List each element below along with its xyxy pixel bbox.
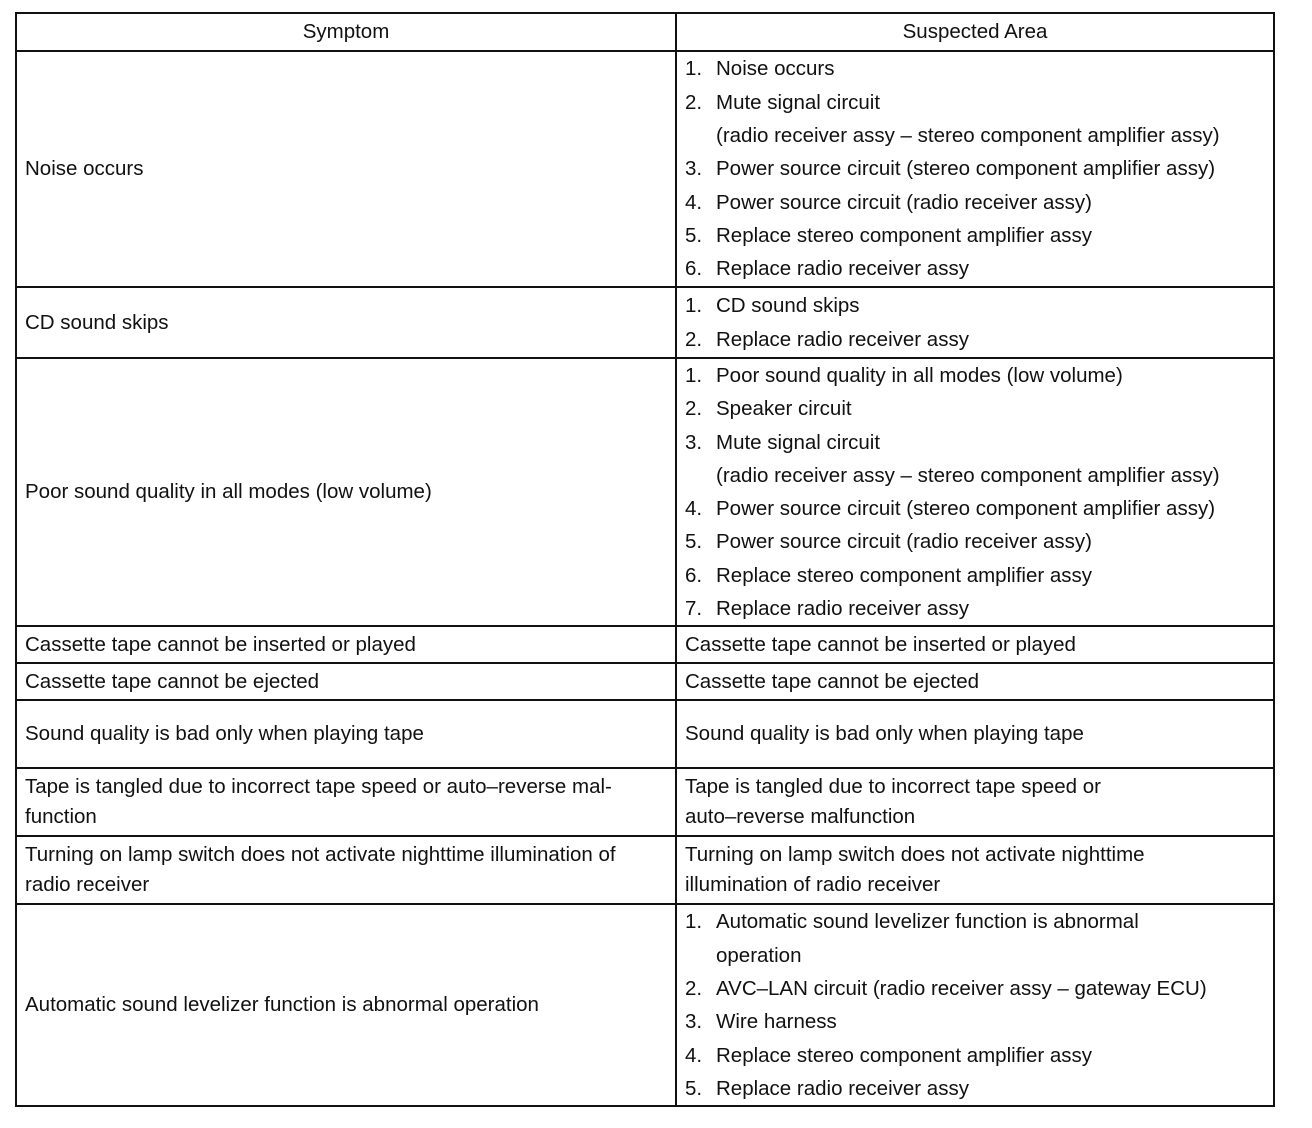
suspected-area-list (685, 359, 1265, 625)
table-row (16, 626, 1274, 663)
list-item (685, 1072, 1265, 1105)
header-row (16, 13, 1274, 51)
suspected-area-text: Cassette tape cannot be inserted or played (685, 632, 1076, 656)
suspected-area-cell (676, 904, 1274, 1106)
suspected-area-list (685, 905, 1265, 1105)
suspected-area-text: Tape is tangled due to incorrect tape speed or auto–reverse malfunction (685, 775, 1101, 829)
list-item (685, 252, 1265, 285)
symptom-table (15, 12, 1275, 1107)
item-text: Replace stereo component amplifier assy (716, 563, 1093, 587)
symptom-text: CD sound skips (25, 310, 169, 334)
item-text: Replace radio receiver assy (716, 327, 969, 351)
suspected-area-cell (676, 626, 1274, 663)
item-text: Replace stereo component amplifier assy (716, 223, 1093, 247)
suspected-area-cell (676, 700, 1274, 768)
item-number: 1. (685, 294, 703, 318)
table-row (16, 287, 1274, 358)
suspected-area-header: Suspected Area (676, 13, 1274, 51)
symptom-text: Tape is tangled due to incorrect tape speed or auto–reverse mal- function (25, 775, 612, 829)
symptom-cell (16, 663, 676, 700)
symptom-cell (16, 904, 676, 1106)
item-number: 4. (685, 190, 703, 214)
suspected-area-cell (676, 836, 1274, 904)
item-number: 4. (685, 1043, 703, 1067)
suspected-area-cell (676, 287, 1274, 358)
suspected-area-list (685, 289, 1265, 356)
symptom-text: Sound quality is bad only when playing tape (25, 722, 424, 746)
item-text: Replace radio receiver assy (716, 257, 969, 281)
table-row (16, 663, 1274, 700)
item-text: Replace radio receiver assy (716, 1076, 969, 1100)
list-item (685, 1005, 1265, 1038)
item-number: 6. (685, 257, 703, 281)
symptom-cell (16, 51, 676, 287)
list-item (685, 972, 1265, 1005)
list-item (685, 492, 1265, 525)
suspected-area-list (685, 52, 1265, 285)
item-text: Wire harness (716, 1010, 837, 1034)
item-text: Speaker circuit (716, 397, 852, 421)
list-item (685, 525, 1265, 558)
item-number: 5. (685, 1076, 703, 1100)
symptom-header: Symptom (16, 13, 676, 51)
symptom-text: Cassette tape cannot be ejected (25, 669, 320, 693)
suspected-area-cell (676, 51, 1274, 287)
item-text: Power source circuit (radio receiver assy) (716, 530, 1092, 554)
table-row (16, 836, 1274, 904)
item-number: 3. (685, 1010, 703, 1034)
item-text: Replace stereo component amplifier assy (716, 1043, 1093, 1067)
item-number: 2. (685, 327, 703, 351)
item-text: Automatic sound levelizer function is abnormal operation (716, 910, 1139, 967)
item-number: 5. (685, 530, 703, 554)
item-text: AVC–LAN circuit (radio receiver assy – gateway ECU) (716, 977, 1207, 1001)
item-number: 1. (685, 57, 703, 81)
item-number: 2. (685, 397, 703, 421)
symptom-cell (16, 626, 676, 663)
list-item (685, 186, 1265, 219)
symptom-text: Poor sound quality in all modes (low volume) (25, 480, 432, 504)
list-item (685, 86, 1265, 153)
list-item (685, 323, 1265, 356)
item-number: 7. (685, 597, 703, 621)
symptom-cell (16, 358, 676, 626)
item-number: 2. (685, 90, 703, 114)
symptom-text: Noise occurs (25, 157, 144, 180)
list-item (685, 289, 1265, 322)
list-item (685, 559, 1265, 592)
item-text: Power source circuit (radio receiver assy) (716, 190, 1092, 214)
item-number: 5. (685, 223, 703, 247)
symptom-text: Cassette tape cannot be inserted or played (25, 632, 416, 656)
item-number: 4. (685, 497, 703, 521)
item-number: 1. (685, 364, 703, 387)
table-row (16, 51, 1274, 287)
symptom-text: Turning on lamp switch does not activate nighttime illumination of radio receiver (25, 843, 616, 897)
table-row (16, 358, 1274, 626)
suspected-area-cell (676, 358, 1274, 626)
table-row (16, 768, 1274, 836)
symptom-cell (16, 836, 676, 904)
list-item (685, 359, 1265, 392)
item-text: Poor sound quality in all modes (low volume) (716, 364, 1123, 387)
symptom-cell (16, 768, 676, 836)
table-row (16, 700, 1274, 768)
item-number: 3. (685, 157, 703, 181)
list-item (685, 52, 1265, 85)
item-number: 3. (685, 430, 703, 454)
item-number: 1. (685, 910, 703, 934)
item-text: Mute signal circuit (radio receiver assy – stereo component amplifier assy) (716, 430, 1220, 487)
item-text: Power source circuit (stereo component amplifier assy) (716, 497, 1216, 521)
list-item (685, 905, 1265, 972)
suspected-area-cell (676, 768, 1274, 836)
symptom-cell (16, 700, 676, 768)
list-item (685, 152, 1265, 185)
suspected-area-cell (676, 663, 1274, 700)
list-item (685, 426, 1265, 493)
item-number: 2. (685, 977, 703, 1001)
item-text: Mute signal circuit (radio receiver assy – stereo component amplifier assy) (716, 90, 1220, 148)
suspected-area-text: Cassette tape cannot be ejected (685, 669, 980, 693)
symptom-cell (16, 287, 676, 358)
item-text: CD sound skips (716, 294, 860, 318)
item-text: Replace radio receiver assy (716, 597, 969, 621)
suspected-area-text: Turning on lamp switch does not activate nighttime illumination of radio receiver (685, 843, 1145, 897)
item-text: Power source circuit (stereo component amplifier assy) (716, 157, 1216, 181)
list-item (685, 219, 1265, 252)
symptom-text: Automatic sound levelizer function is abnormal operation (25, 993, 539, 1017)
item-number: 6. (685, 563, 703, 587)
table-row (16, 904, 1274, 1106)
item-text: Noise occurs (716, 57, 835, 81)
list-item (685, 1039, 1265, 1072)
list-item (685, 392, 1265, 425)
suspected-area-text: Sound quality is bad only when playing tape (685, 722, 1084, 746)
list-item (685, 592, 1265, 625)
